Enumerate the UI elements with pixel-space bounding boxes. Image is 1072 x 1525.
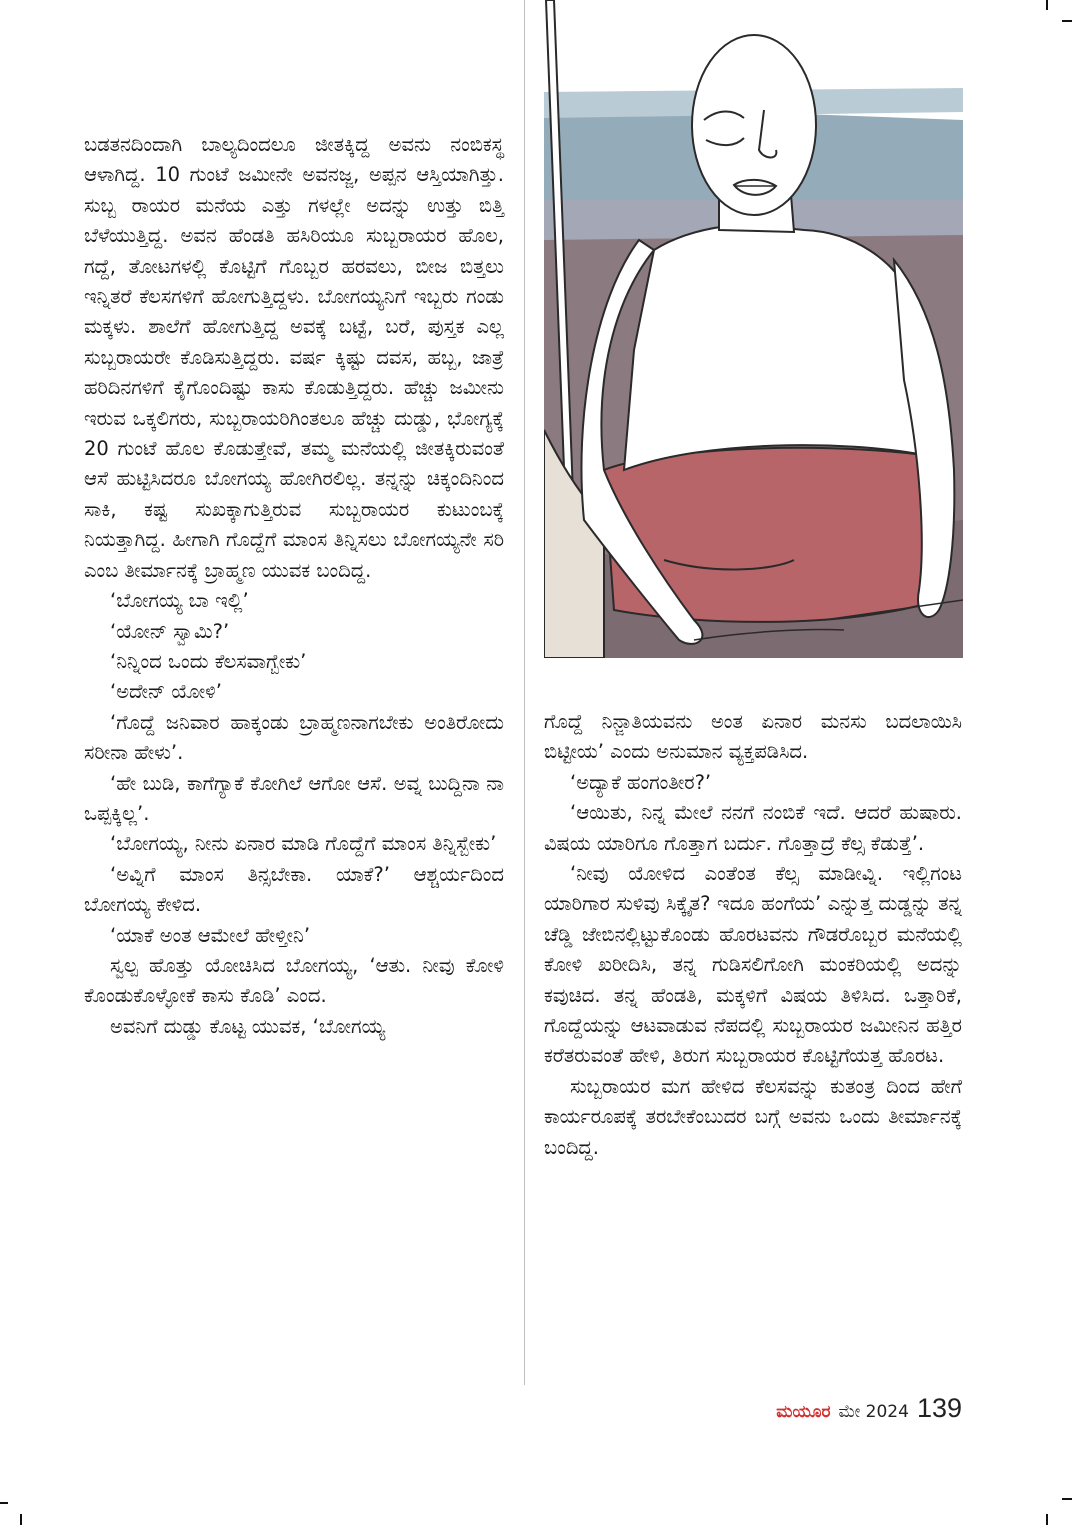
magazine-name: ಮಯೂರ: [776, 1402, 831, 1422]
paragraph: ‘ಬೋಗಯ್ಯ ಬಾ ಇಲ್ಲಿ’: [110, 589, 249, 613]
paragraph: ‘ಗೊದ್ದೆ ಜನಿವಾರ ಹಾಕ್ಕಂಡು ಬ್ರಾಹ್ಮಣನಾಗಬೇಕು ಅಂತಿರೋದು ಸರೀನಾ ಹೇಳು’.: [84, 710, 504, 765]
paragraph: ಅವನಿಗೆ ದುಡ್ಡು ಕೊಟ್ಟ ಯುವಕ, ‘ಬೋಗಯ್ಯ: [110, 1014, 386, 1038]
paragraph: ‘ಯಾಕೆ ಅಂತ ಆಮೇಲೆ ಹೇಳ್ತೀನಿ’: [110, 923, 311, 947]
paragraph: ‘ಅದ್ಯಾಕೆ ಹಂಗಂತೀರ?’: [570, 770, 712, 794]
paragraph: ‘ಹೇ ಬುಡಿ, ಕಾಗೆಗ್ಯಾಕೆ ಕೋಗಿಲೆ ಆಗೋ ಆಸೆ. ಅವ್ನ ಬುದ್ದಿನಾ ನಾ ಒಪ್ಪಕ್ಕಿಲ್ಲ’.: [84, 771, 504, 825]
paragraph: ‘ಅವ್ನಿಗೆ ಮಾಂಸ ತಿನ್ಸಬೇಕಾ. ಯಾಕೆ?’ ಆಶ್ಚರ್ಯದಿಂದ ಬೋಗಯ್ಯ ಕೇಳಿದ.: [84, 862, 504, 917]
paragraph: ಸ್ವಲ್ಪ ಹೊತ್ತು ಯೋಚಿಸಿದ ಬೋಗಯ್ಯ, ‘ಆತು. ನೀವು ಕೋಳಿ ಕೊಂಡುಕೊಳ್ಳೋಕೆ ಕಾಸು ಕೊಡಿ’ ಎಂದ.: [84, 953, 504, 1008]
paragraph: ಸುಬ್ಬರಾಯರ ಮಗ ಹೇಳಿದ ಕೆಲಸವನ್ನು ಕುತಂತ್ರ ದಿಂದ ಹೇಗೆ ಕಾರ್ಯರೂಪಕ್ಕೆ ತರಬೇಕೆಂಬುದರ ಬಗ್ಗೆ ಅವನು ಒಂದು ತೀರ್ಮಾನಕ್ಕೆ ಬಂದಿದ್ದ.: [544, 1074, 962, 1159]
paragraph: ‘ಅದೇನ್ ಯೋಳಿ’: [110, 680, 222, 704]
crop-mark: [1046, 0, 1048, 10]
paragraph: ‘ನೀವು ಯೋಳಿದ ಎಂತೆಂತ ಕೆಲ್ಸ ಮಾಡೀವ್ನಿ. ಇಲ್ಲಿಗಂಟ ಯಾರಿಗಾರ ಸುಳಿವು ಸಿಕ್ಕೈತ? ಇದೂ ಹಂಗೆಯ’ ಎನ್ನುತ್ತ ದುಡ್ಡನ್ನು ತನ್ನ ಚೆಡ್ಡಿ ಜೇಬಿನಲ್ಲಿಟ್ಟುಕೊಂಡು ಹೊರಟವನು ಗೌಡರೊಬ್ಬರ ಮನೆಯಲ್ಲಿ ಕೋಳಿ ಖರೀದಿಸಿ, ತನ್ನ ಗುಡಿಸಲಿಗೋಗಿ ಮಂಕರಿಯಲ್ಲಿ ಅದನ್ನು ಕವುಚಿದ. ತನ್ನ ಹೆಂಡತಿ, ಮಕ್ಕಳಿಗೆ ವಿಷಯ ತಿಳಿಸಿದ. ಒತ್ತಾರಿಕೆ, ಗೊದ್ದೆಯನ್ನು ಆಟವಾಡುವ ನೆಪದಲ್ಲಿ ಸುಬ್ಬರಾಯರ ಜಮೀನಿನ ಹತ್ತಿರ ಕರೆತರುವಂತೆ ಹೇಳಿ, ತಿರುಗ ಸುಬ್ಬರಾಯರ ಕೊಟ್ಟಿಗೆಯತ್ತ ಹೊರಟ.: [544, 862, 962, 1068]
paragraph: ‘ಬೋಗಯ್ಯ, ನೀನು ಏನಾರ ಮಾಡಿ ಗೊದ್ದೆಗೆ ಮಾಂಸ ತಿನ್ನಿಸ್ಬೇಕು’: [110, 832, 497, 856]
crop-mark: [20, 1514, 22, 1525]
left-text-column: [84, 130, 504, 1042]
torso: [624, 224, 924, 470]
page-footer: [700, 1393, 962, 1427]
paragraph: ‘ನಿನ್ನಿಂದ ಒಂದು ಕೆಲಸವಾಗ್ಬೇಕು’: [110, 649, 307, 673]
paragraph: ‘ಯೋನ್ ಸ್ವಾಮಿ?’: [110, 619, 230, 643]
paragraph: ಗೊದ್ದೆ ನಿನ್ಜಾತಿಯವನು ಅಂತ ಏನಾರ ಮನಸು ಬದಲಾಯಿಸಿ ಬಿಟ್ಟೀಯ’ ಎಂದು ಅನುಮಾನ ವ್ಯಕ್ತಪಡಿಸಿದ.: [544, 710, 962, 764]
crop-mark: [1062, 1498, 1072, 1500]
page-number: 139: [916, 1393, 962, 1423]
right-text-column: [544, 707, 962, 1163]
issue-date: ಮೇ 2024: [838, 1402, 909, 1422]
crop-mark: [1062, 20, 1072, 22]
column-divider: [524, 0, 525, 1385]
seated-man-illustration: [544, 0, 963, 658]
crop-mark: [0, 1502, 8, 1504]
paragraph: ಬಡತನದಿಂದಾಗಿ ಬಾಲ್ಯದಿಂದಲೂ ಜೀತಕ್ಕಿದ್ದ ಅವನು ನಂಬಿಕಸ್ಥ ಆಳಾಗಿದ್ದ. 10 ಗುಂಟೆ ಜಮೀನೇ ಅವನಜ್ಜ, ಅಪ್ಪನ ಆಸ್ತಿಯಾಗಿತ್ತು. ಸುಬ್ಬ ರಾಯರ ಮನೆಯ ಎತ್ತು ಗಳಲ್ಲೇ ಅದನ್ನು ಉತ್ತು ಬಿತ್ತಿ ಬೆಳೆಯುತ್ತಿದ್ದ. ಅವನ ಹೆಂಡತಿ ಹಸಿರಿಯೂ ಸುಬ್ಬರಾಯರ ಹೊಲ, ಗದ್ದೆ, ತೋಟಗಳಲ್ಲಿ ಕೊಟ್ಟಿಗೆ ಗೊಬ್ಬರ ಹರವಲು, ಬೀಜ ಬಿತ್ತಲು ಇನ್ನಿತರೆ ಕೆಲಸಗಳಿಗೆ ಹೋಗುತ್ತಿದ್ದಳು. ಬೋಗಯ್ಯನಿಗೆ ಇಬ್ಬರು ಗಂಡು ಮಕ್ಕಳು. ಶಾಲೆಗೆ ಹೋಗುತ್ತಿದ್ದ ಅವಕ್ಕೆ ಬಟ್ಟೆ, ಬರೆ, ಪುಸ್ತಕ ಎಲ್ಲ ಸುಬ್ಬರಾಯರೇ ಕೊಡಿಸುತ್ತಿದ್ದರು. ವರ್ಷ ಕ್ಕಿಷ್ಟು ದವಸ, ಹಬ್ಬ, ಜಾತ್ರೆ ಹರಿದಿನಗಳಿಗೆ ಕೈಗೊಂದಿಷ್ಟು ಕಾಸು ಕೊಡುತ್ತಿದ್ದರು. ಹೆಚ್ಚು ಜಮೀನು ಇರುವ ಒಕ್ಕಲಿಗರು, ಸುಬ್ಬರಾಯರಿಗಿಂತಲೂ ಹೆಚ್ಚು ದುಡ್ಡು, ಭೋಗ್ಯಕ್ಕೆ 20 ಗುಂಟೆ ಹೊಲ ಕೊಡುತ್ತೇವೆ, ತಮ್ಮ ಮನೆಯಲ್ಲಿ ಜೀತಕ್ಕಿರುವಂತೆ ಆಸೆ ಹುಟ್ಟಿಸಿದರೂ ಬೋಗಯ್ಯ ಹೋಗಿರಲಿಲ್ಲ. ತನ್ನನ್ನು ಚಿಕ್ಕಂದಿನಿಂದ ಸಾಕಿ, ಕಷ್ಟ ಸುಖಕ್ಕಾಗುತ್ತಿರುವ ಸುಬ್ಬರಾಯರ ಕುಟುಂಬಕ್ಕೆ ನಿಯತ್ತಾಗಿದ್ದ. ಹೀಗಾಗಿ ಗೊದ್ದೆಗೆ ಮಾಂಸ ತಿನ್ನಿಸಲು ಬೋಗಯ್ಯನೇ ಸರಿ ಎಂಬ ತೀರ್ಮಾನಕ್ಕೆ ಬ್ರಾಹ್ಮಣ ಯುವಕ ಬಂದಿದ್ದ.: [84, 133, 504, 582]
story-illustration: [544, 0, 963, 658]
crop-mark: [1046, 1514, 1048, 1525]
paragraph: ‘ಆಯಿತು, ನಿನ್ನ ಮೇಲೆ ನನಗೆ ನಂಬಿಕೆ ಇದೆ. ಆದರೆ ಹುಷಾರು. ವಿಷಯ ಯಾರಿಗೂ ಗೊತ್ತಾಗ ಬರ್ದು. ಗೊತ್ತಾದ್ರೆ ಕೆಲ್ಸ ಕೆಡುತ್ತೆ’.: [544, 801, 962, 855]
